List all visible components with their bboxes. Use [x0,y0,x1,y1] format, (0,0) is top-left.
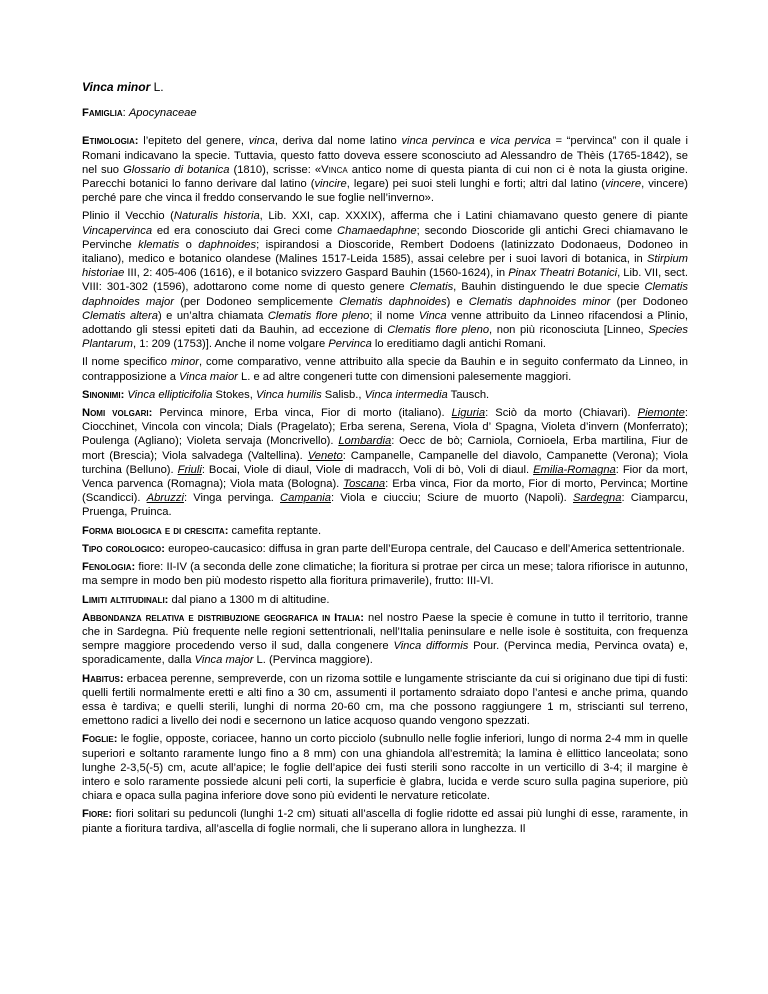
text-segment: Emilia-Romagna [533,463,616,476]
text-segment: o [179,238,199,251]
section-fenologia: Fenologia: fiore: II-IV (a seconda delle zone climatiche; la fioritura si protrae per circa un mese; talora rifiorisce in autunno, ma sempre in modo ben più modesto rispetto alla fioritura primaverile), frutto: III-VI. [82,561,688,588]
text-segment: : Sciò da morto (Chiavari). [485,407,638,420]
species-title: Vinca minor L. [82,80,164,94]
text-segment: fiori solitari su peduncoli (lunghi 1-2 cm) situati all’ascella di foglie ridotte ed assai più lunghi di esse, raramente, in piante a fioritura tardiva, all’ascella di foglie normali, che li superano allora in lunghezza. Il [82,808,688,835]
text-segment: minor [170,356,199,369]
text-segment: Clematis daphnoides minor [468,295,611,308]
text-segment: nel nostro Paese la specie è comune in tutto il territorio, tranne che in Sardegna. Più frequente nelle regioni settentrionali, nell’Italia peninsulare e nelle isole è sostituita, con frequenza sempre maggiore procedendo verso il sud, dalla congenere [82,611,688,653]
section-forma-biologica: Forma biologica e di crescita: camefita reptante. [82,524,322,537]
text-segment: fiore: II-IV (a seconda delle zone climatiche; la fioritura si protrae per circa un mese; talora rifiorisce in autunno, ma sempre in modo ben più modesto rispetto alla fioritura primaverile), frutto: III-VI. [82,561,688,588]
section-foglie: Foglie: le foglie, opposte, coriacee, hanno un corto picciolo (subnullo nelle foglie inferiori, lungo di norma 2-4 mm in quelle superiori e soltanto raramente lungo fino a 8 mm) con una ghiandola all’estremità; la lamina è ellittico lanceolata; sono lunghe 2-3,5(-5) cm, acute all’apice; le foglie dell’apice dei fusti sterili sono raccolte in un verticillo di 3-4; il margine è intero e solo raramente possiede alcuni peli corti, la superficie è glabra, lucida e verde scuro sulla pagina superiore, più chiara e opaca sulla pagina inferiore dove sono più evidenti le nervature reticolate. [82,733,688,803]
text-segment: ed era conosciuto dai Greci come [152,224,338,237]
text-segment: vincire [314,178,347,191]
text-segment: Pour. (Pervinca media, Pervinca ovata) e, sporadicamente, dalla [82,640,688,667]
text-segment: daphnoides [198,238,257,251]
text-segment: klematis [138,238,180,251]
text-segment: Vinca [321,163,348,176]
text-segment: : Campanelle, Campanelle del diavolo, Campanette (Verona); Viola turchina (Belluno). [82,449,688,476]
text-segment: ; ispirandosi a Dioscoride, Rembert Dodoens (latinizzato Dodonaeus, Dodoneo in italiano), medico e botanico olandese (Malines 1517-Leida 1585), assai celebre per i suoi lavori di botanica, in [82,238,688,266]
text-segment: , Lib. VII, sect. VIII: 301-302 (1596), adottarono come nome di questo genere [82,267,688,294]
text-segment: Clematis daphnoides major [82,281,688,308]
section-limiti-altitudinali: Limiti altitudinali: dal piano a 1300 m di altitudine. [82,593,330,606]
text-segment: camefita reptante. [228,524,322,537]
section-sinonimi: Sinonimi: Vinca ellipticifolia Stokes, Vinca humilis Salisb., Vinca intermedia Tausch. [82,388,490,401]
text-segment: Stirpium historiae [82,253,688,280]
text-segment: , vincere) perché pare che vinca il freddo conservando le sue foglie nell’inverno». [82,178,688,205]
text-segment: Friuli [177,463,202,476]
text-segment: : Fior da mort, Venca parvenca (Romagna); Viola mata (Bologna). [82,463,688,491]
text-segment: L. e ad altre congeneri tutte con dimensioni palesemente maggiori. [237,370,572,383]
text-segment: Clematis flore pleno [267,309,370,322]
text-segment: Vinca difformis [393,640,469,653]
text-segment: Pinax Theatri Botanici [508,267,618,280]
text-segment: Vinca [418,309,447,322]
section-fiore: Fiore: fiori solitari su peduncoli (lunghi 1-2 cm) situati all’ascella di foglie ridotte ed assai più lunghi di esse, raramente, in piante a fioritura tardiva, all’ascella di foglie normali, che li superano allora in lunghezza. Il [82,808,688,835]
text-segment: Species Plantarum [82,324,688,351]
text-segment: , non più riconosciuta [Linneo, [489,324,649,337]
text-segment: Veneto [307,449,343,462]
text-segment: (per Dodoneo [610,295,688,308]
text-segment: erbacea perenne, sempreverde, con un rizoma sottile e lungamente strisciante da cui si originano due tipi di fusti: quelli fertili normalmente eretti e alti fino a 30 cm, assumenti il portamento sdraiato dopo l’antesi e anche prima, quando essa è tardiva; e quelli sterili, lunghi di norma 20-60 cm, ma che possono raggiungere 1 m, striscianti sul terreno, emettono radici a livello dei nodi e secernono un latice acquoso quando vengono spezzati. [82,672,688,728]
section-tipo-corologico: Tipo corologico: europeo-caucasico: diffusa in gran parte dell’Europa centrale, del Caucaso e dell’America settentrionale. [82,542,685,555]
text-segment: Vinca major [194,654,254,667]
text-segment: , come comparativo, venne attribuito alla specie da Bauhin e in seguito confermato da Linneo, in contrapposizione a [82,356,688,383]
text-segment: Vincapervinca [82,224,153,237]
text-segment: Plinio il Vecchio ( [82,210,174,223]
text-segment: Vinca humilis [255,388,322,401]
text-segment: Vinca maior [179,370,238,383]
text-segment: (per Dodoneo semplicemente [173,295,340,308]
text-segment: Clematis flore pleno [387,324,490,337]
text-segment: vinca [248,135,275,148]
text-segment: lo ereditiamo dagli antichi Romani. [371,338,546,351]
text-segment: Il nome specifico [82,356,171,369]
text-segment: ) e un’altra chiamata [157,309,268,322]
text-segment: Clematis daphnoides [339,295,447,308]
text-segment: vica pervica [490,135,551,148]
text-segment: ; il nome [369,309,419,322]
text-segment: Lombardia [338,435,392,448]
text-segment: Pervinca minore, Erba vinca, Fior di morto (italiano). [152,407,452,420]
text-segment: = “pervinca” con il quale i Romani indicavano la specie. Tuttavia, questo fatto doveva essere sconosciuto ad Alessandro de Thèis (1765-1842), se nel suo [82,135,688,176]
text-segment: : Erba vinca, Fior da morto, Fior di morto, Pervinca; Mortine (Scandicci). [82,478,688,505]
text-segment: : Vinga pervinga. [183,492,281,505]
text-segment: : Oecc de bò; Carniola, Cornioela, Erba martilina, Fiur de mort (Brescia); Viola salvadega (Valtellina). [82,435,688,462]
text-segment: Salisb., [321,388,365,401]
text-segment: vincere [605,178,642,191]
text-segment: : Bocai, Viole di diaul, Viole di madracch, Voli di bò, Voli di diaul. [201,463,534,476]
section-nomi-volgari: Nomi volgari: Pervinca minore, Erba vinca, Fior di morto (italiano). Liguria: Sciò da morto (Chiavari). Piemonte: Ciocchinet, Vincola con vincola; Dials (Pragelato); Erba serena, Serena, Viola d’ Spagna, Violeta d’invern (Monferrato); Poulenga (Agliano); Violeta servaja (Moncrivello). Lombardia: Oecc de bò; Carniola, Cornioela, Erba martilina, Fiur de mort (Brescia); Viola salvadega (Valtellina). Veneto: Campanelle, Campanelle del diavolo, Campanette (Verona); Viola turchina (Belluno). Friuli: Bocai, Viole di diaul, Viole di madracch, Voli di bò, Voli di diaul. Emilia-Romagna: Fior da mort, Venca parvenca (Romagna); Viola mata (Bologna). Toscana: Erba vinca, Fior da morto, Fior di morto, Pervinca; Mortine (Scandicci). Abruzzi: Vinga pervinga. Campania: Viola e ciucciu; Sciure de muorto (Napoli). Sardegna: Ciamparcu, Pruenga, Pruinca. [82,407,688,519]
text-segment: Campania [280,492,332,505]
text-segment: Glossario di botanica [123,163,230,176]
text-segment: dal piano a 1300 m di altitudine. [168,593,330,606]
text-segment: Vinca intermedia [364,388,448,401]
document-page [82,80,688,840]
text-segment: Abruzzi [146,492,184,505]
text-segment: III, 2: 405-406 (1616), e il botanico svizzero Gaspard Bauhin (1560-1624), in [124,267,509,280]
text-segment: Piemonte [637,407,685,420]
text-segment: (1810), scrisse: « [229,163,322,176]
text-segment: l’epiteto del genere, [138,135,249,148]
text-segment: , Bauhin distinguendo le due specie [453,281,645,294]
paragraph-etimologia-3 [82,355,688,383]
text-segment: Liguria [451,407,486,420]
text-segment: Sardegna [572,492,622,505]
paragraph-etimologia-2 [82,209,688,351]
text-segment: vinca pervinca [401,135,475,148]
text-segment: : Ciamparcu, Pruenga, Pruinca. [82,492,688,519]
text-segment: Clematis altera [82,309,158,322]
text-segment: , Lib. XXI, cap. XXXIX), afferma che i Latini chiamavano questo genere di piante [259,210,688,223]
text-segment: Clematis [409,281,454,294]
text-segment: europeo-caucasico: diffusa in gran parte dell’Europa centrale, del Caucaso e dell’America settentrionale. [165,542,685,555]
section-habitus: Habitus: erbacea perenne, sempreverde, con un rizoma sottile e lungamente strisciante da cui si originano due tipi di fusti: quelli fertili normalmente eretti e alti fino a 30 cm, assumenti il portamento sdraiato dopo l’antesi e anche prima, quando essa è tardiva; e quelli sterili, lunghi di norma 20-60 cm, ma che possono raggiungere 1 m, striscianti sul terreno, emettono radici a livello dei nodi e secernono un latice acquoso quando vengono spezzati. [82,672,688,728]
text-segment: Naturalis historia [173,210,260,223]
section-famiglia: Famiglia: Apocynaceae [82,107,197,120]
text-segment: Toscana [343,478,386,491]
text-segment: le foglie, opposte, coriacee, hanno un corto picciolo (subnullo nelle foglie inferiori, lungo di norma 2-4 mm in quelle superiori e soltanto raramente lungo fino a 8 mm) con una ghiandola all’estremità; la lamina è ellittico lanceolata; sono lunghe 2-3,5(-5) cm, acute all’apice; le foglie dell’apice dei fusti sterili sono raccolte in un verticillo di 3-4; il margine è intero e solo raramente possiede alcuni peli corti, la superficie è glabra, lucida e verde scuro sulla pagina superiore, più chiara e opaca sulla pagina inferiore dove sono più evidenti le nervature reticolate. [82,733,688,803]
text-segment: Vinca ellipticifolia [127,388,213,401]
text-segment: Chamaedaphne [337,224,417,237]
text-segment: , deriva dal nome latino [274,135,402,148]
text-segment: , 1: 209 (1753)]. Anche il nome volgare [133,338,329,351]
text-segment: e [474,135,491,148]
section-abbondanza: Abbondanza relativa e distribuzione geografica in Italia: nel nostro Paese la specie è comune in tutto il territorio, tranne che in Sardegna. Più frequente nelle regioni settentrionali, nell’Italia peninsulare e nelle isole è sostituita, con frequenza sempre maggiore procedendo verso il sud, dalla congenere Vinca difformis Pour. (Pervinca media, Pervinca ovata) e, sporadicamente, dalla Vinca major L. (Pervinca maggiore). [82,611,688,667]
text-segment: ; secondo Dioscoride gli antichi Greci chiamavano le Pervinche [82,224,689,251]
text-segment: ) e [446,295,469,308]
text-segment: venne attribuito da Linneo rifacendosi a Plinio, adottando gli stessi epiteti dati da Bauhin, ad eccezione di [82,309,689,337]
section-etimologia: Etimologia: l’epiteto del genere, vinca, deriva dal nome latino vinca pervinca e vica pervica = “pervinca” con il quale i Romani indicavano la specie. Tuttavia, questo fatto doveva essere sconosciuto ad Alessandro de Thèis (1765-1842), se nel suo Glossario di botanica (1810), scrisse: «Vinca antico nome di questa pianta di cui non ci è nota la giusta origine. Parecchi botanici lo fanno derivare dal latino (vincire, legare) pei suoi steli lunghi e forti; altri dal latino (vincere, vincere) perché pare che vinca il freddo conservando le sue foglie nell’inverno». [82,135,688,205]
text-segment: , legare) pei suoi steli lunghi e forti; altri dal latino ( [346,178,606,191]
text-segment: L. (Pervinca maggiore). [253,654,373,667]
text-segment: antico nome di questa pianta di cui non ci è nota la giusta origine. Parecchi botanici lo fanno derivare dal latino ( [82,163,688,191]
text-segment: : Viola e ciucciu; Sciure de muorto (Napoli). [331,492,573,505]
text-segment: Pervinca [328,338,372,351]
text-segment: Tausch. [447,388,490,401]
text-segment: : Ciocchinet, Vincola con vincola; Dials (Pragelato); Erba serena, Serena, Viola d’ Spagna, Violeta d’invern (Monferrato); Poulenga (Agliano); Violeta servaja (Moncrivello). [82,407,688,448]
text-segment: Stokes, [212,388,256,401]
